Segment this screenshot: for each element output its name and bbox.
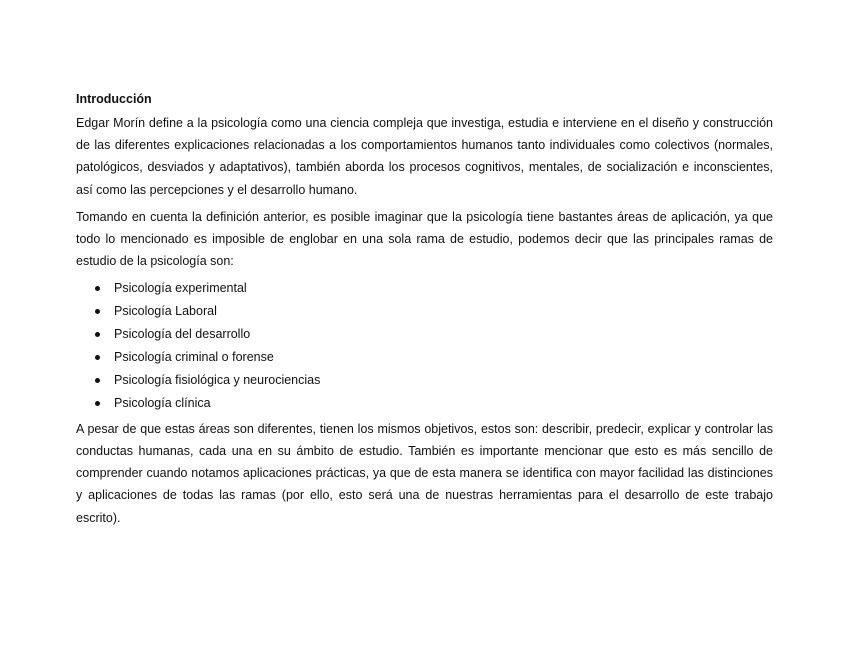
list-item-label: Psicología fisiológica y neurociencias: [114, 373, 321, 388]
bullet-icon: [95, 309, 100, 314]
list-item-label: Psicología del desarrollo: [114, 327, 251, 342]
list-item-label: Psicología clínica: [114, 395, 211, 410]
bullet-icon: [95, 355, 100, 360]
list-item: [76, 277, 773, 300]
list-item-label: Psicología experimental: [114, 281, 247, 296]
bullet-icon: [95, 332, 100, 337]
bullet-icon: [95, 401, 100, 406]
section-heading: Introducción: [76, 92, 152, 106]
bullet-icon: [95, 378, 100, 383]
intro-paragraph: Edgar Morín define a la psicología como una ciencia compleja que investiga, estudia e interviene en el diseño y construcción de las diferentes explicaciones relacionadas a los comportamientos humanos tanto individuales como colectivos (normales, patológicos, desviados y adaptativos), también aborda los procesos cognitivos, mentales, de socialización e inconscientes, así como las percepciones y el desarrollo humano.: [76, 116, 773, 197]
list-item: [76, 346, 773, 369]
bullet-icon: [95, 286, 100, 291]
list-item-label: Psicología criminal o forense: [114, 350, 274, 365]
closing-paragraph: A pesar de que estas áreas son diferentes, tienen los mismos objetivos, estos son: describir, predecir, explicar y controlar las conductas humanas, cada una en su ámbito de estudio. También es importante mencionar que esto es más sencillo de comprender cuando notamos aplicaciones prácticas, ya que de esta manera se identifica con mayor facilidad las distinciones y aplicaciones de todas las ramas (por ello, esto será una de nuestras herramientas para el desarrollo de este trabajo escrito).: [76, 421, 773, 525]
list-item: [76, 369, 773, 392]
list-item: [76, 392, 773, 415]
list-item-label: Psicología Laboral: [114, 304, 217, 319]
scope-paragraph: Tomando en cuenta la definición anterior, es posible imaginar que la psicología tiene bastantes áreas de aplicación, ya que todo lo mencionado es imposible de englobar en una sola rama de estudio, podemos decir que las principales ramas de estudio de la psicología son:: [76, 209, 773, 269]
list-item: [76, 300, 773, 323]
document-page: [76, 88, 773, 529]
branches-list: [76, 277, 773, 414]
list-item: [76, 323, 773, 346]
